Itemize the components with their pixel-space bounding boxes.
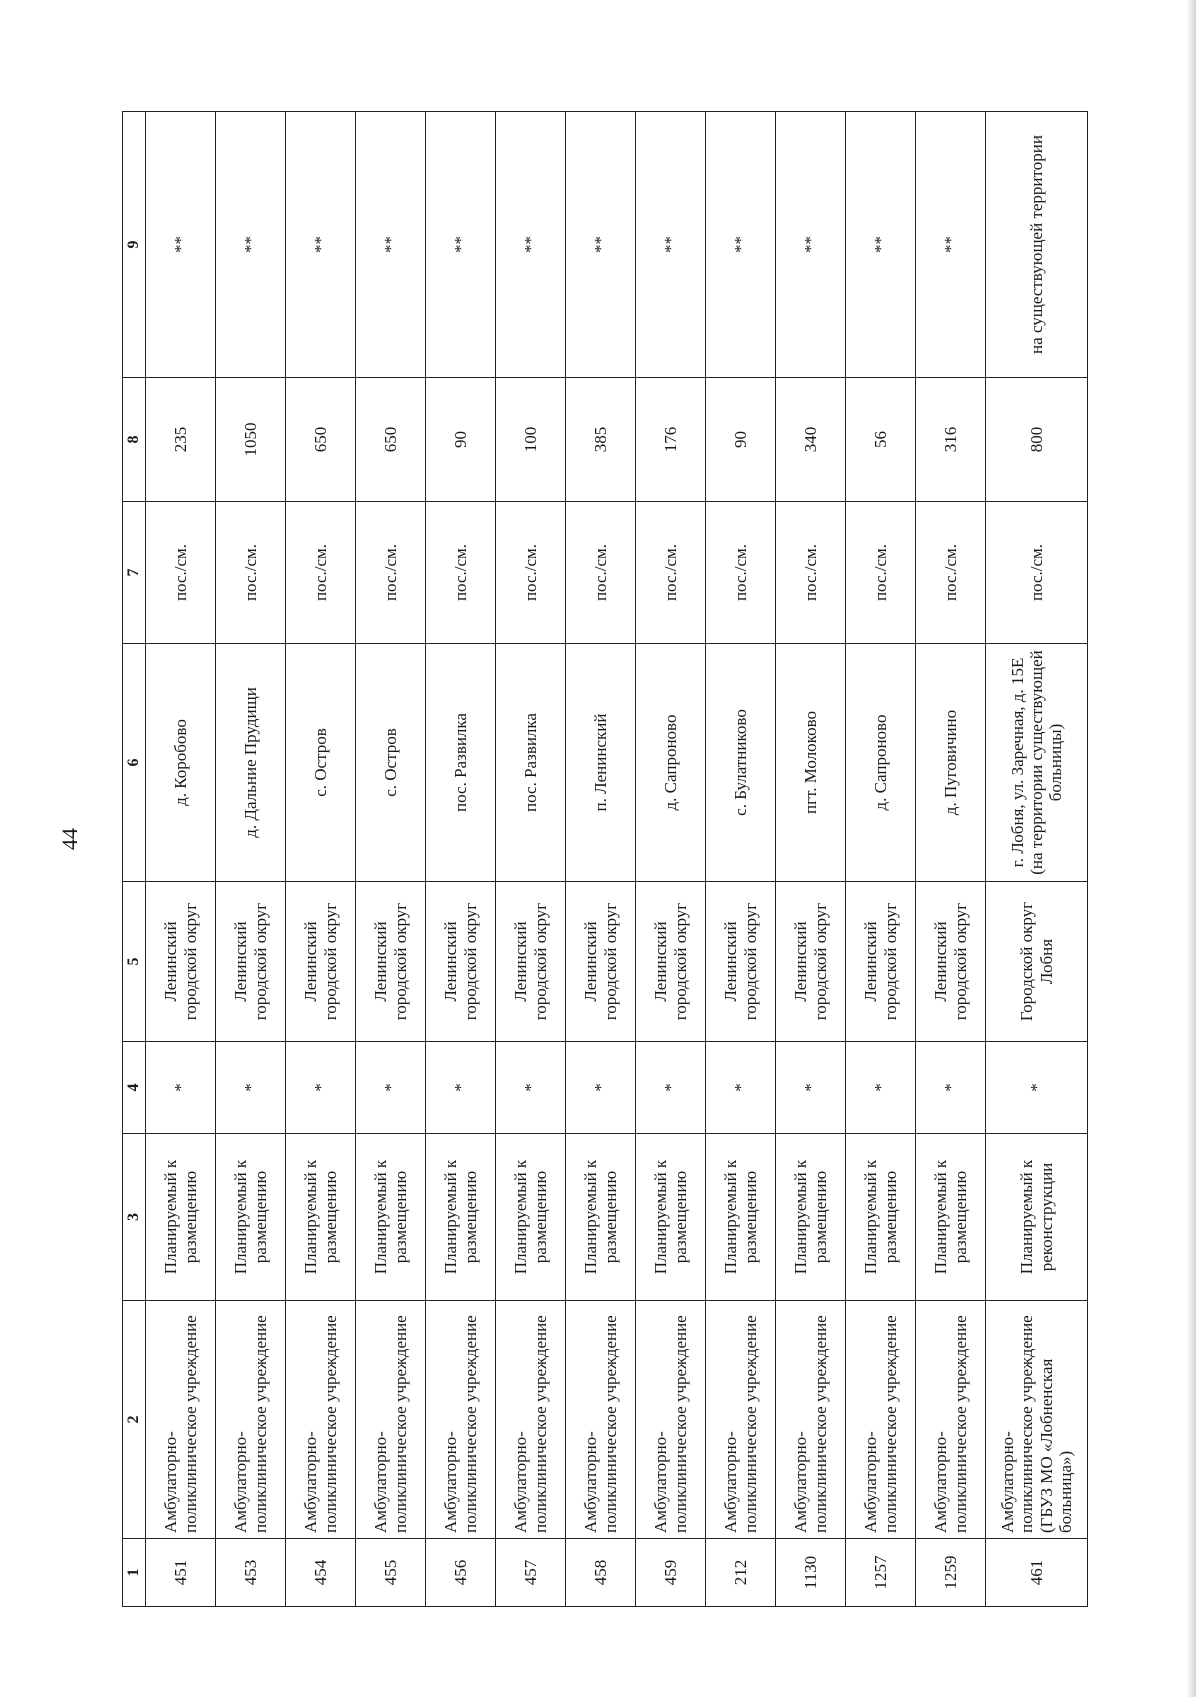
table-cell-col-1: 461 xyxy=(986,1539,1088,1607)
table-cell-col-9: ** xyxy=(846,112,916,378)
table-cell-col-7: пос./см. xyxy=(566,502,636,644)
table-cell-col-2: Амбулаторно-поликлиническое учреждение xyxy=(776,1301,846,1539)
table-cell-col-6: д. Дальние Прудищи xyxy=(216,644,286,882)
table-cell-col-1: 451 xyxy=(146,1539,216,1607)
column-header-1: 1 xyxy=(123,1539,146,1607)
table-cell-col-8: 650 xyxy=(356,378,426,502)
table-cell-col-5: Ленинский городской округ xyxy=(566,882,636,1042)
table-cell-col-5: Ленинский городской округ xyxy=(216,882,286,1042)
table-cell-col-3: Планируемый к размещению xyxy=(216,1134,286,1301)
table-cell-col-3: Планируемый к размещению xyxy=(286,1134,356,1301)
table-cell-col-8: 100 xyxy=(496,378,566,502)
table-cell-col-8: 235 xyxy=(146,378,216,502)
table-cell-col-2: Амбулаторно-поликлиническое учреждение xyxy=(216,1301,286,1539)
table-cell-col-6: пос. Развилка xyxy=(426,644,496,882)
table-cell-col-1: 457 xyxy=(496,1539,566,1607)
table-cell-col-1: 455 xyxy=(356,1539,426,1607)
table-cell-col-5: Ленинский городской округ xyxy=(286,882,356,1042)
table-cell-col-2: Амбулаторно-поликлиническое учреждение (ГБУЗ МО «Лобненская больница») xyxy=(986,1301,1088,1539)
table-cell-col-1: 453 xyxy=(216,1539,286,1607)
table-cell-col-3: Планируемый к размещению xyxy=(916,1134,986,1301)
table-cell-col-3: Планируемый к размещению xyxy=(636,1134,706,1301)
rotated-table-frame xyxy=(122,112,1086,1607)
table-row xyxy=(146,112,216,1607)
table-cell-col-5: Ленинский городской округ xyxy=(356,882,426,1042)
table-cell-col-5: Ленинский городской округ xyxy=(426,882,496,1042)
table-cell-col-4: * xyxy=(986,1042,1088,1134)
table-cell-col-9: ** xyxy=(636,112,706,378)
table-cell-col-1: 459 xyxy=(636,1539,706,1607)
table-cell-col-4: * xyxy=(916,1042,986,1134)
table-row xyxy=(356,112,426,1607)
table-cell-col-2: Амбулаторно-поликлиническое учреждение xyxy=(706,1301,776,1539)
table-cell-col-2: Амбулаторно-поликлиническое учреждение xyxy=(636,1301,706,1539)
table-container xyxy=(122,112,1086,1607)
column-header-6: 6 xyxy=(123,644,146,882)
table-cell-col-9: ** xyxy=(776,112,846,378)
table-row xyxy=(986,112,1088,1607)
table-cell-col-7: пос./см. xyxy=(776,502,846,644)
table-cell-col-6: п. Ленинский xyxy=(566,644,636,882)
table-cell-col-6: с. Остров xyxy=(356,644,426,882)
table-cell-col-4: * xyxy=(776,1042,846,1134)
table-cell-col-1: 1259 xyxy=(916,1539,986,1607)
table-cell-col-8: 340 xyxy=(776,378,846,502)
table-cell-col-6: д. Пуговичино xyxy=(916,644,986,882)
table-cell-col-2: Амбулаторно-поликлиническое учреждение xyxy=(356,1301,426,1539)
table-cell-col-2: Амбулаторно-поликлиническое учреждение xyxy=(146,1301,216,1539)
table-cell-col-2: Амбулаторно-поликлиническое учреждение xyxy=(496,1301,566,1539)
column-header-2: 2 xyxy=(123,1301,146,1539)
header-row xyxy=(123,112,146,1607)
table-cell-col-2: Амбулаторно-поликлиническое учреждение xyxy=(566,1301,636,1539)
table-cell-col-4: * xyxy=(216,1042,286,1134)
table-cell-col-7: пос./см. xyxy=(496,502,566,644)
table-cell-col-2: Амбулаторно-поликлиническое учреждение xyxy=(426,1301,496,1539)
table-cell-col-8: 316 xyxy=(916,378,986,502)
table-row xyxy=(566,112,636,1607)
table-cell-col-4: * xyxy=(846,1042,916,1134)
page-number: 44 xyxy=(57,828,82,850)
table-cell-col-7: пос./см. xyxy=(286,502,356,644)
table-cell-col-3: Планируемый к размещению xyxy=(846,1134,916,1301)
table-cell-col-9: на существующей территории xyxy=(986,112,1088,378)
table-row xyxy=(846,112,916,1607)
table-cell-col-7: пос./см. xyxy=(846,502,916,644)
table-cell-col-5: Ленинский городской округ xyxy=(846,882,916,1042)
table-cell-col-9: ** xyxy=(566,112,636,378)
table-row xyxy=(496,112,566,1607)
table-cell-col-7: пос./см. xyxy=(356,502,426,644)
table-cell-col-4: * xyxy=(496,1042,566,1134)
table-cell-col-9: ** xyxy=(356,112,426,378)
facilities-table xyxy=(122,111,1088,1607)
table-cell-col-8: 56 xyxy=(846,378,916,502)
table-cell-col-7: пос./см. xyxy=(426,502,496,644)
table-cell-col-8: 650 xyxy=(286,378,356,502)
table-row xyxy=(776,112,846,1607)
table-cell-col-3: Планируемый к размещению xyxy=(356,1134,426,1301)
table-row xyxy=(916,112,986,1607)
table-cell-col-9: ** xyxy=(706,112,776,378)
table-header xyxy=(123,112,146,1607)
table-cell-col-9: ** xyxy=(916,112,986,378)
table-cell-col-4: * xyxy=(426,1042,496,1134)
column-header-8: 8 xyxy=(123,378,146,502)
table-cell-col-4: * xyxy=(146,1042,216,1134)
table-row xyxy=(426,112,496,1607)
table-cell-col-3: Планируемый к размещению xyxy=(566,1134,636,1301)
table-cell-col-7: пос./см. xyxy=(706,502,776,644)
table-cell-col-8: 90 xyxy=(706,378,776,502)
table-body xyxy=(146,112,1088,1607)
table-cell-col-6: с. Булатниково xyxy=(706,644,776,882)
table-cell-col-6: пгт. Молоково xyxy=(776,644,846,882)
table-cell-col-3: Планируемый к размещению xyxy=(496,1134,566,1301)
table-cell-col-8: 385 xyxy=(566,378,636,502)
table-cell-col-8: 800 xyxy=(986,378,1088,502)
table-cell-col-4: * xyxy=(566,1042,636,1134)
table-cell-col-5: Ленинский городской округ xyxy=(776,882,846,1042)
table-cell-col-3: Планируемый к размещению xyxy=(146,1134,216,1301)
table-cell-col-3: Планируемый к реконструкции xyxy=(986,1134,1088,1301)
table-cell-col-1: 454 xyxy=(286,1539,356,1607)
table-cell-col-9: ** xyxy=(426,112,496,378)
table-row xyxy=(636,112,706,1607)
column-header-9: 9 xyxy=(123,112,146,378)
table-cell-col-5: Ленинский городской округ xyxy=(916,882,986,1042)
table-cell-col-6: пос. Развилка xyxy=(496,644,566,882)
table-row xyxy=(286,112,356,1607)
column-header-3: 3 xyxy=(123,1134,146,1301)
table-cell-col-3: Планируемый к размещению xyxy=(776,1134,846,1301)
table-cell-col-2: Амбулаторно-поликлиническое учреждение xyxy=(846,1301,916,1539)
table-cell-col-8: 176 xyxy=(636,378,706,502)
table-cell-col-9: ** xyxy=(146,112,216,378)
table-cell-col-9: ** xyxy=(216,112,286,378)
table-cell-col-7: пос./см. xyxy=(986,502,1088,644)
table-cell-col-8: 1050 xyxy=(216,378,286,502)
table-cell-col-5: Ленинский городской округ xyxy=(496,882,566,1042)
table-cell-col-4: * xyxy=(356,1042,426,1134)
table-cell-col-4: * xyxy=(706,1042,776,1134)
table-cell-col-1: 458 xyxy=(566,1539,636,1607)
column-header-4: 4 xyxy=(123,1042,146,1134)
column-header-5: 5 xyxy=(123,882,146,1042)
table-cell-col-2: Амбулаторно-поликлиническое учреждение xyxy=(286,1301,356,1539)
table-cell-col-3: Планируемый к размещению xyxy=(426,1134,496,1301)
table-cell-col-1: 212 xyxy=(706,1539,776,1607)
table-cell-col-9: ** xyxy=(286,112,356,378)
column-header-7: 7 xyxy=(123,502,146,644)
table-cell-col-6: г. Лобня, ул. Заречная, д. 15Е (на территории существующей больницы) xyxy=(986,644,1088,882)
table-cell-col-6: с. Остров xyxy=(286,644,356,882)
table-cell-col-5: Ленинский городской округ xyxy=(706,882,776,1042)
table-cell-col-5: Городской округ Лобня xyxy=(986,882,1088,1042)
scan-edge xyxy=(1186,0,1196,1697)
table-cell-col-5: Ленинский городской округ xyxy=(146,882,216,1042)
table-cell-col-1: 456 xyxy=(426,1539,496,1607)
table-cell-col-1: 1257 xyxy=(846,1539,916,1607)
table-cell-col-2: Амбулаторно-поликлиническое учреждение xyxy=(916,1301,986,1539)
table-cell-col-7: пос./см. xyxy=(636,502,706,644)
table-cell-col-8: 90 xyxy=(426,378,496,502)
table-cell-col-7: пос./см. xyxy=(216,502,286,644)
table-cell-col-1: 1130 xyxy=(776,1539,846,1607)
table-cell-col-3: Планируемый к размещению xyxy=(706,1134,776,1301)
table-cell-col-6: д. Сапроново xyxy=(636,644,706,882)
table-cell-col-4: * xyxy=(286,1042,356,1134)
table-row xyxy=(706,112,776,1607)
table-cell-col-6: д. Коробово xyxy=(146,644,216,882)
table-cell-col-6: д. Сапроново xyxy=(846,644,916,882)
table-cell-col-7: пос./см. xyxy=(146,502,216,644)
table-cell-col-4: * xyxy=(636,1042,706,1134)
table-cell-col-7: пос./см. xyxy=(916,502,986,644)
table-cell-col-9: ** xyxy=(496,112,566,378)
table-row xyxy=(216,112,286,1607)
table-cell-col-5: Ленинский городской округ xyxy=(636,882,706,1042)
